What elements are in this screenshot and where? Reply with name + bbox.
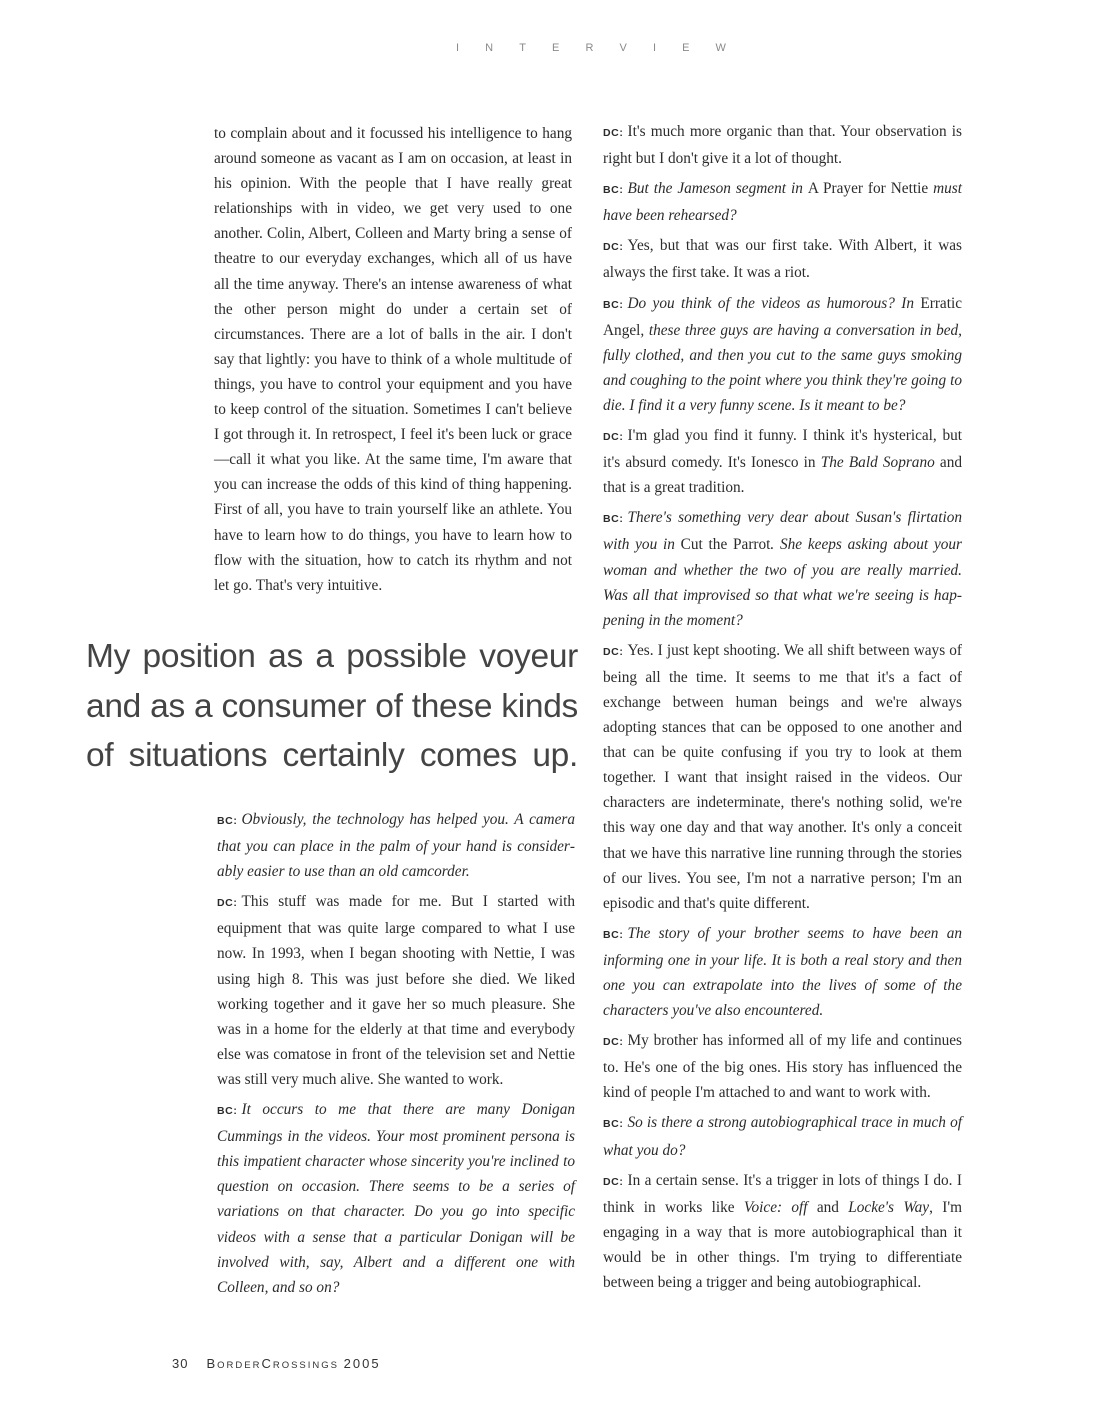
- question-text: Obviously, the technology has helped you. A camera that you can place in the palm of your hand is considerably easier to use than an old camcorder.: [217, 811, 575, 881]
- page-number: 30: [172, 1356, 189, 1371]
- question-paragraph: [217, 807, 575, 884]
- running-head-letter: V: [619, 42, 627, 54]
- answer-paragraph: [603, 119, 962, 171]
- question-paragraph: [217, 1097, 575, 1300]
- running-head-letter: N: [485, 42, 494, 54]
- left-column-bottom: [217, 807, 575, 1305]
- speaker-label-dc: DC:: [217, 897, 238, 910]
- speaker-label-dc: DC:: [603, 431, 624, 444]
- work-title: A Prayer for Nettie: [807, 180, 929, 198]
- question-text: But the Jameson segment in: [627, 180, 808, 198]
- question-text: . She keeps asking about your woman and whether the two of you are really married. Was all that improvised so that what we're seeing is happening in the moment?: [603, 536, 962, 629]
- answer-paragraph: [217, 889, 575, 1092]
- question-paragraph: [603, 921, 962, 1023]
- question-text: must have been rehearsed?: [603, 180, 963, 225]
- work-title: Erratic Angel: [603, 294, 962, 339]
- speaker-label-dc: DC:: [603, 241, 624, 254]
- answer-paragraph: [603, 638, 962, 916]
- work-title: Voice: off: [743, 1198, 808, 1216]
- answer-text: My brother has informed all of my life and continues to. He's one of the big ones. His story has influenced the kind of people I'm attached to and want to work with.: [603, 1032, 962, 1102]
- answer-text: This stuff was made for me. But I started with equipment that was quite large compared to what I use now. In 1993, when I began shooting with Nettie, I was using high 8. This was just before she died. We liked working together and it gave her so much pleasure. She was in a home for the elderly at that time and everybody else was comatose in front of the television set and Nettie was still very much alive. She wanted to work.: [217, 893, 575, 1088]
- running-head: [456, 42, 726, 54]
- speaker-label-bc: BC:: [217, 815, 238, 827]
- running-head-letter: I: [652, 42, 657, 54]
- answer-text: I'm glad you find it funny. I think it's hysterical, but it's absurd comedy. It's Ionesco in: [603, 427, 962, 472]
- answer-text: In a certain sense. It's a trigger in lots of things I do. I think in works like: [603, 1171, 962, 1216]
- right-column: [603, 119, 962, 1300]
- speaker-label-dc: DC:: [603, 645, 624, 658]
- answer-text: , I'm engaging in a way that is more autobiographical than it would be in other things. I'm trying to differentiate between being a trigger and being autobiographical.: [603, 1198, 962, 1292]
- magazine-name-initial: B: [206, 1356, 218, 1371]
- speaker-label-dc: DC:: [603, 1175, 624, 1188]
- question-paragraph: [603, 1110, 962, 1162]
- question-paragraph: [603, 176, 962, 228]
- speaker-label-bc: BC:: [603, 298, 624, 311]
- answer-text: and that is a great tradition.: [603, 454, 962, 497]
- speaker-label-bc: BC:: [217, 1105, 238, 1118]
- running-head-letter: R: [585, 42, 594, 54]
- magazine-name-initial: C: [261, 1356, 273, 1371]
- work-title: Locke's Way: [848, 1198, 930, 1216]
- speaker-label-bc: BC:: [603, 1118, 624, 1131]
- running-head-letter: E: [552, 42, 560, 54]
- answer-text: It's much more organic than that. Your observation is right but I don't give it a lot of thought.: [603, 123, 962, 168]
- speaker-label-bc: BC:: [603, 184, 624, 197]
- speaker-label-bc: BC:: [603, 513, 624, 526]
- speaker-label-dc: DC:: [603, 1036, 624, 1049]
- running-head-letter: T: [519, 42, 526, 54]
- speaker-label-bc: BC:: [603, 928, 624, 941]
- magazine-name-part: ORDER: [217, 1360, 262, 1371]
- answer-paragraph: [603, 233, 962, 285]
- answer-text: and: [807, 1198, 849, 1216]
- question-paragraph: [603, 505, 962, 632]
- answer-paragraph: [603, 1168, 962, 1295]
- question-text: , these three guys are having a conversation in bed, fully clothed, and then you cut to the same guys smoking and coughing to the point where you think they're going to die. I find it a very funny scene. Is it meant to be?: [603, 321, 962, 414]
- answer-text: Yes, but that was our first take. With Albert, it was always the first take. It was a riot.: [603, 237, 962, 282]
- question-text: There's something very dear about Susan's flirtation with you in: [603, 509, 962, 554]
- question-text: It occurs to me that there are many Donigan Cummings in the videos. Your most prominent persona is this impatient character whose sincerity you're inclined to question on occasion. There seems to be a series of variations on that character. Do you go into specific videos with a sense that a particular Donigan will be involved with, say, Albert and a different one with Colleen, and so on?: [217, 1101, 575, 1296]
- question-paragraph: [603, 291, 962, 418]
- magazine-name-part: ROSSINGS: [272, 1360, 339, 1371]
- work-title: The Bald Soprano: [820, 454, 935, 472]
- question-text: So is there a strong autobiographical trace in much of what you do?: [603, 1114, 962, 1159]
- answer-paragraph: [603, 423, 962, 500]
- question-text: The story of your brother seems to have been an informing one in your life. It is both a real story and then one you can extrapolate into the lives of some of the characters you've also encountered.: [603, 924, 962, 1020]
- body-paragraph: to complain about and it focussed his intelligence to hang around someone as vacant as I am on occasion, at least in his opinion. With the people that I have really great relationships with in video, we get very used to one another. Colin, Albert, Colleen and Marty bring a sense of theatre to our everyday exchanges, which all of us have all the time anyway. There's an intense awareness of what the other person might do under a certain set of circumstances. There are a lot of balls in the air. I don't say that lightly: you have to think of a whole multitude of things, you have to control your equipment and you have to keep control of the situation. Sometimes I can't believe I got through it. In retrospect, I feel it's been luck or grace—call it what you like. At the same time, I'm aware that you can increase the odds of this kind of thing happening. First of all, you have to train yourself like an athlete. You have to learn how to do things, you have to learn how to flow with the situation, how to catch its rhythm and not let go. That's very intuitive.: [214, 125, 572, 594]
- speaker-label-dc: DC:: [603, 127, 624, 139]
- question-text: Do you think of the videos as humorous? In: [627, 294, 921, 312]
- left-column-top: [214, 121, 572, 603]
- issue-year: 2005: [343, 1356, 381, 1371]
- running-head-letter: W: [715, 42, 726, 54]
- answer-text: Yes. I just kept shooting. We all shift between ways of being all the time. It seems to me that it's a fact of exchange between human beings and we're always adopting stances that can be opposed to one another and that can be quite confusing if you try to look at them together. I want that insight raised in the videos. Our characters are indeterminate, there's nothing solid, we're this way one day and that way another. It's only a conceit that we have this narrative line running through the stories of our lives. You see, I'm not a narrative person; I'm an episodic and that's quite different.: [603, 641, 962, 912]
- running-head-letter: I: [456, 42, 460, 54]
- answer-paragraph: [603, 1028, 962, 1105]
- work-title: Cut the Parrot: [680, 536, 771, 554]
- pull-quote: My position as a possible voyeur and as a consumer of these kinds of situations certainly comes up.: [86, 638, 578, 774]
- page-footer: [172, 1356, 381, 1371]
- running-head-letter: E: [682, 42, 690, 54]
